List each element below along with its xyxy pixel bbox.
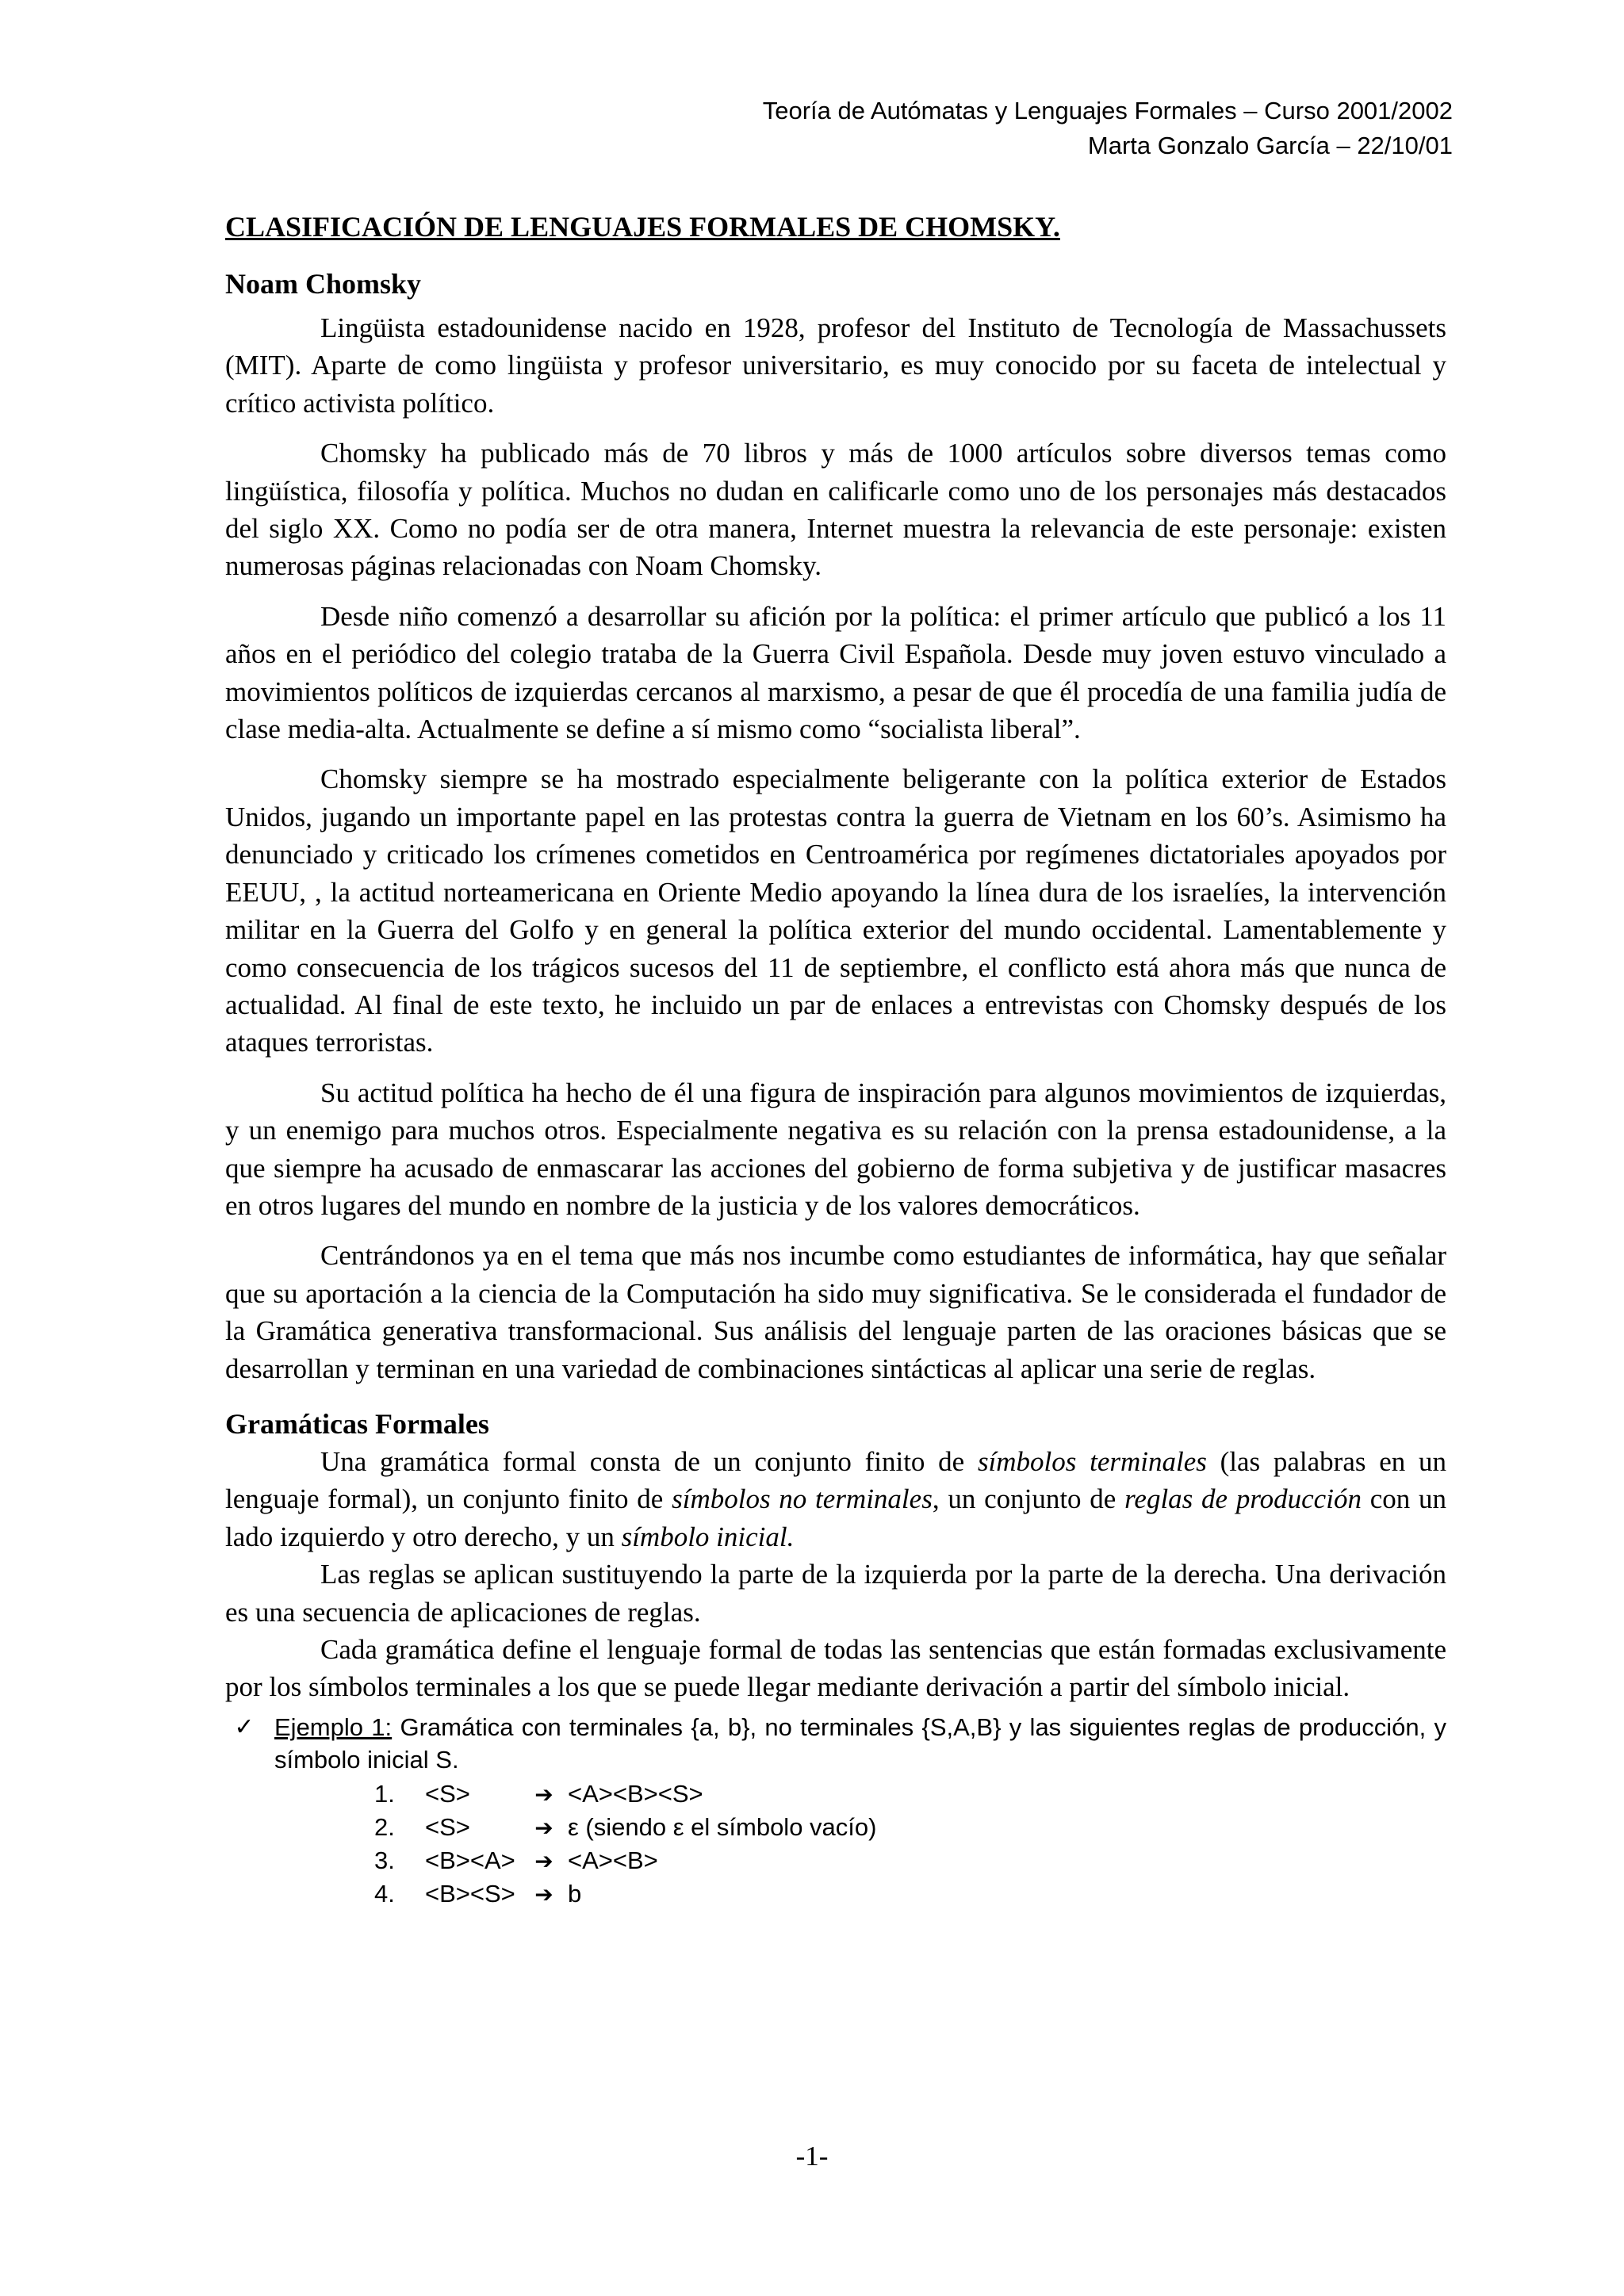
arrow-right-icon: ➔ xyxy=(534,1814,553,1841)
paragraph: Cada gramática define el lenguaje formal de todas las sentencias que están formadas exclusivamente por los símbolos terminales a los que se puede llegar mediante derivación a partir del símbolo inicial. xyxy=(225,1634,1446,1703)
arrow-right-icon: ➔ xyxy=(534,1881,553,1908)
rule-rhs: b xyxy=(568,1879,582,1908)
text-run: con un lado izquierdo y otro derecho, y un xyxy=(225,1483,1446,1552)
section-heading-noam-chomsky: Noam Chomsky xyxy=(225,268,422,300)
rule-rhs: <A><B><S> xyxy=(568,1779,703,1808)
arrow-right-icon: ➔ xyxy=(534,1847,553,1874)
example-text: Gramática con terminales {a, b}, no terminales {S,A,B} y las siguientes reglas de producción, y símbolo inicial S. xyxy=(274,1712,1446,1774)
rule-row xyxy=(374,1777,1446,1811)
rule-number: 2. xyxy=(374,1812,395,1841)
production-rules-list xyxy=(374,1777,1446,1911)
paragraph: Su actitud política ha hecho de él una figura de inspiración para algunos movimientos de izquierdas, y un enemigo para muchos otros. Especialmente negativa es su relación con la prensa estadounidense, a la que siempre ha acusado de enmascarar las acciones del gobierno de forma subjetiva y de justificar masacres en otros lugares del mundo en nombre de la justicia y de los valores democráticos. xyxy=(225,1077,1446,1221)
page-header xyxy=(763,94,1453,163)
example-item xyxy=(225,1711,1446,1776)
rule-number: 1. xyxy=(374,1779,395,1808)
italic-term-reglas: reglas de producción xyxy=(1124,1483,1362,1515)
rule-number: 3. xyxy=(374,1846,395,1874)
rule-lhs: <S> xyxy=(425,1779,470,1808)
paragraph: Desde niño comenzó a desarrollar su afición por la política: el primer artículo que publicó a los 11 años en el periódico del colegio trataba de la Guerra Civil Española. Desde muy joven estuvo vinculado a movimientos políticos de izquierdas cercanos al marxismo, a pesar de que él procedía de una familia judía de clase media-alta. Actualmente se define a sí mismo como “socialista liberal”. xyxy=(225,600,1446,745)
text-run: , un conjunto de xyxy=(932,1483,1125,1515)
rule-lhs: <B><S> xyxy=(425,1879,515,1908)
paragraph: Las reglas se aplican sustituyendo la parte de la izquierda por la parte de la derecha. Una derivación es una secuencia de aplicaciones de reglas. xyxy=(225,1559,1446,1628)
rule-row xyxy=(374,1877,1446,1911)
section-heading-gramaticas-formales: Gramáticas Formales xyxy=(225,1407,489,1440)
header-course: Teoría de Autómatas y Lenguajes Formales – Curso 2001/2002 xyxy=(762,97,1453,124)
rule-lhs: <S> xyxy=(425,1812,470,1841)
header-author-date: Marta Gonzalo García – 22/10/01 xyxy=(1087,132,1453,159)
rule-lhs: <B><A> xyxy=(425,1846,515,1874)
checkmark-icon: ✓ xyxy=(234,1712,255,1741)
rule-rhs: ε (siendo ε el símbolo vacío) xyxy=(568,1812,877,1841)
paragraph-definition xyxy=(225,1443,1446,1556)
rule-row xyxy=(374,1844,1446,1877)
paragraph: Centrándonos ya en el tema que más nos incumbe como estudiantes de informática, hay que señalar que su aportación a la ciencia de la Computación ha sido muy significativa. Se le considerada el fundador de la Gramática generativa transformacional. Sus análisis del lenguaje parten de las oraciones básicas que se desarrollan y terminan en una variedad de combinaciones sintácticas al aplicar una serie de reglas. xyxy=(225,1240,1446,1384)
example-label: Ejemplo 1: xyxy=(274,1712,393,1741)
rule-rhs: <A><B> xyxy=(568,1846,658,1874)
paragraph: Chomsky ha publicado más de 70 libros y más de 1000 artículos sobre diversos temas como lingüística, filosofía y política. Muchos no dudan en calificarle como uno de los personajes más destacados del siglo XX. Como no podía ser de otra manera, Internet muestra la relevancia de este personaje: existen numerosas páginas relacionadas con Noam Chomsky. xyxy=(225,438,1446,582)
arrow-right-icon: ➔ xyxy=(534,1781,553,1808)
page-number: -1- xyxy=(795,2141,829,2172)
paragraph: Chomsky siempre se ha mostrado especialmente beligerante con la política exterior de Estados Unidos, jugando un importante papel en las protestas contra la guerra de Vietnam en los 60’s. Asimismo ha denunciado y criticado los crímenes cometidos en Centroamérica por regímenes dictatoriales apoyados por EEUU, , la actitud norteamericana en Oriente Medio apoyando la línea dura de los israelíes, la intervención militar en la Guerra del Golfo y en general la política exterior del mundo occidental. Lamentablemente y como consecuencia de los trágicos sucesos del 11 de septiembre, el conflicto está ahora más que nunca de actualidad. Al final de este texto, he incluido un par de enlaces a entrevistas con Chomsky después de los ataques terroristas. xyxy=(225,763,1446,1058)
text-run: (las palabras en un lenguaje formal), un conjunto finito de xyxy=(225,1445,1446,1515)
document-title: CLASIFICACIÓN DE LENGUAJES FORMALES DE CHOMSKY. xyxy=(225,211,1060,243)
rule-number: 4. xyxy=(374,1879,395,1908)
rule-row xyxy=(374,1811,1446,1844)
document-body xyxy=(225,208,1446,1911)
italic-term-simbolo-inicial: símbolo inicial. xyxy=(621,1521,795,1552)
text-run: Una gramática formal consta de un conjunto finito de xyxy=(320,1445,978,1477)
paragraph: Lingüista estadounidense nacido en 1928, profesor del Instituto de Tecnología de Massachussets (MIT). Aparte de como lingüista y profesor universitario, es muy conocido por su faceta de intelectual y crítico activista político. xyxy=(225,312,1446,419)
italic-term-no-terminales: símbolos no terminales xyxy=(672,1483,933,1515)
italic-term-terminales: símbolos terminales xyxy=(977,1445,1207,1477)
